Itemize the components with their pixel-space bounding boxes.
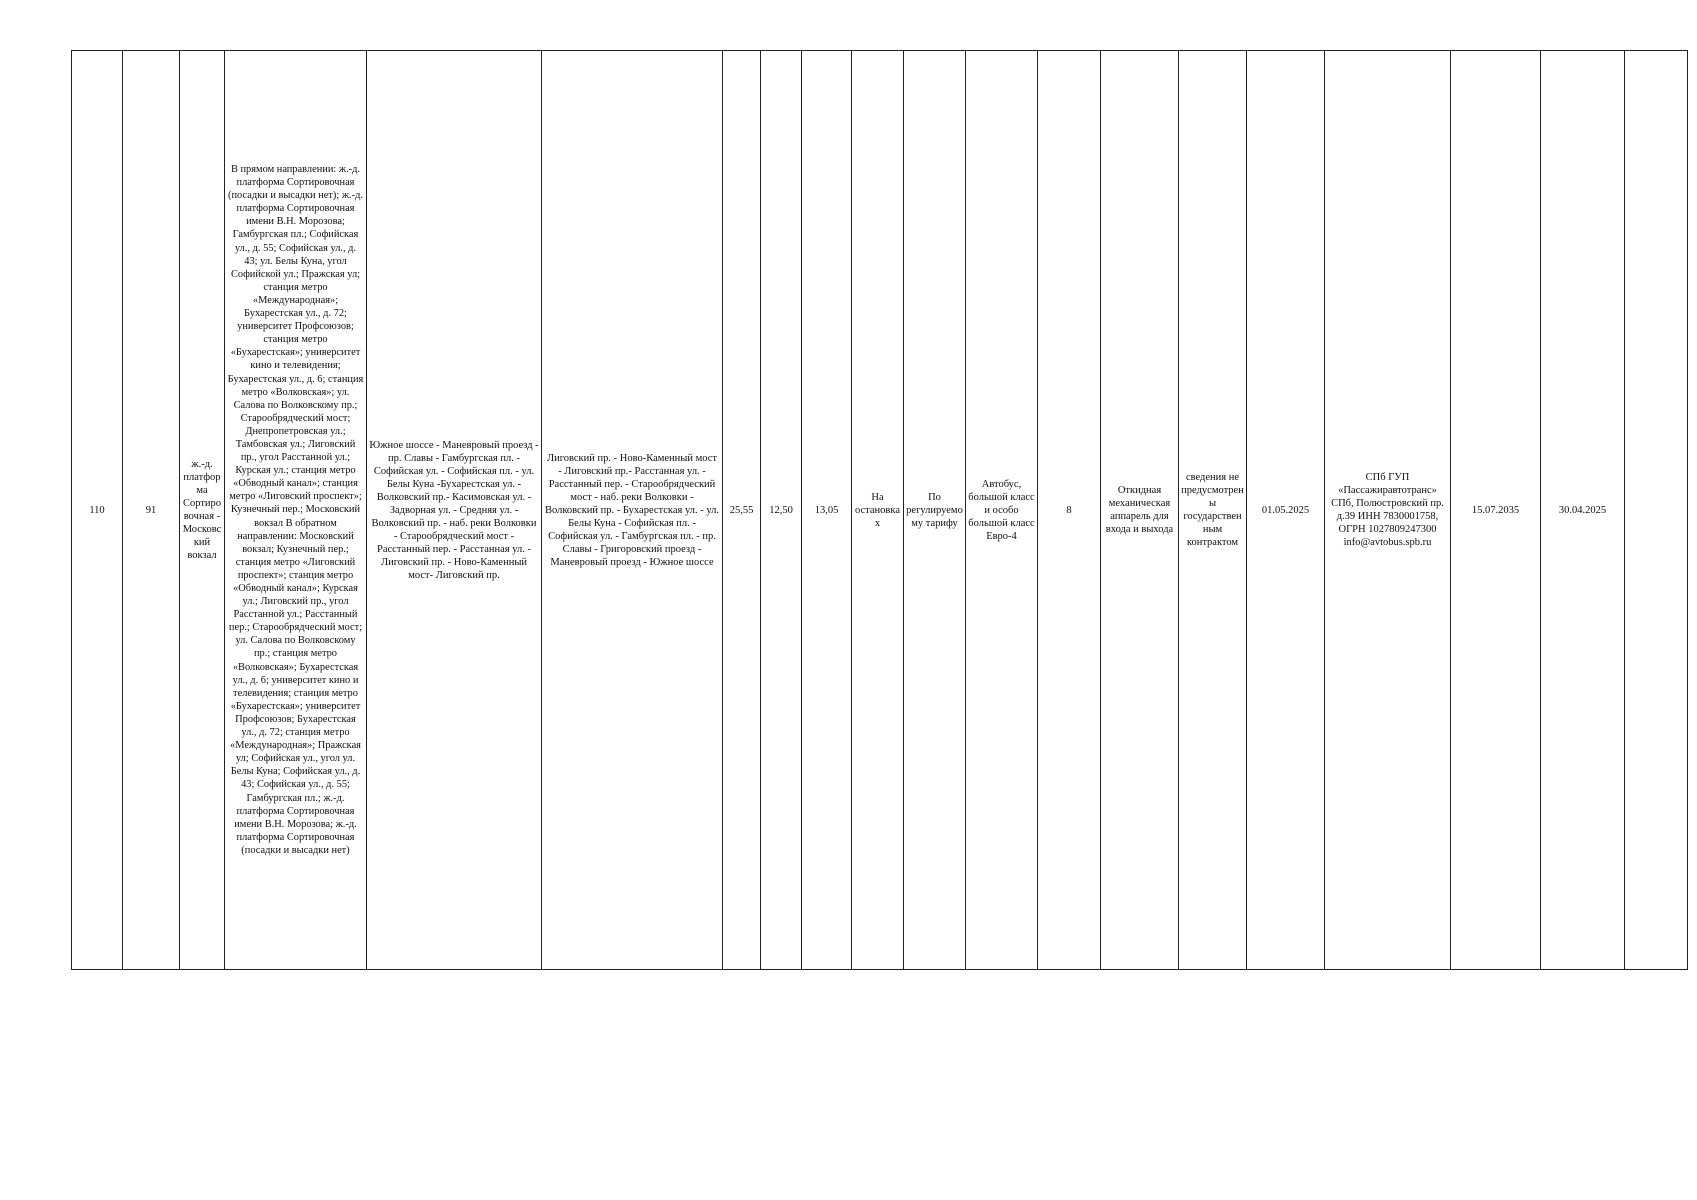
start-date-cell: 01.05.2025 bbox=[1247, 51, 1325, 970]
route-name-cell: ж.-д. платформа Сортировочная - Московский вокзал bbox=[180, 51, 225, 970]
contract-info-cell: сведения не предусмотрены государственным контрактом bbox=[1179, 51, 1247, 970]
vehicle-cell: Автобус, большой класс и особо большой класс Евро-4 bbox=[966, 51, 1038, 970]
tariff-cell: По регулируемому тарифу bbox=[904, 51, 966, 970]
length-forward-cell: 25,55 bbox=[723, 51, 761, 970]
streets-backward-cell: Лиговский пр. - Ново-Каменный мост - Лиговский пр.- Расстанная ул. - Расстанный пер. - Старообрядческий мост - наб. реки Волковки - Волковский пр. - Бухарестская ул. - ул. Белы Куна - Софийская пл. - Софийская ул. - Гамбургская пл. - пр. Славы - Григоровский проезд - Маневровый проезд - Южное шоссе bbox=[542, 51, 723, 970]
table-row bbox=[72, 51, 1688, 970]
vehicle-count-cell: 8 bbox=[1038, 51, 1101, 970]
carrier-cell: СПб ГУП «Пассажиравтотранс» СПб, Полюстровский пр. д.39 ИНН 7830001758, ОГРН 1027809247300 info@avtobus.spb.ru bbox=[1325, 51, 1451, 970]
length-total-cell: 13,05 bbox=[802, 51, 852, 970]
date-last-cell: 30.04.2025 bbox=[1541, 51, 1625, 970]
contract-end-date-cell: 15.07.2035 bbox=[1451, 51, 1541, 970]
boarding-order-cell: На остановках bbox=[852, 51, 904, 970]
route-register-table bbox=[71, 50, 1688, 970]
reg-number-cell: 110 bbox=[72, 51, 123, 970]
empty-cell bbox=[1625, 51, 1688, 970]
route-number-cell: 91 bbox=[123, 51, 180, 970]
streets-forward-cell: Южное шоссе - Маневровый проезд - пр. Славы - Гамбургская пл. - Софийская ул. - Софийская пл. - ул. Белы Куна -Бухарестская ул. - Волковский пр.- Касимовская ул. - Задворная ул. - Средняя ул. - Волковский пр. - наб. реки Волковки - Старообрядческий мост - Расстанный пер. - Расстанная ул. - Лиговский пр. - Ново-Каменный мост- Лиговский пр. bbox=[367, 51, 542, 970]
stops-cell: В прямом направлении: ж.-д. платформа Сортировочная (посадки и высадки нет); ж.-д. платформа Сортировочная имени В.Н. Морозова; Гамбургская пл.; Софийская ул., д. 55; Софийская ул., д. 43; ул. Белы Куна, угол Софийской ул.; Пражская ул; станция метро «Международная»; Бухарестская ул., д. 72; университет Профсоюзов; станция метро «Бухарестская»; университет кино и телевидения; Бухарестская ул., д. 6; станция метро «Волковская»; ул. Салова по Волковскому пр.; Старообрядческий мост; Днепропетровская ул.; Тамбовская ул.; Лиговский пр., угол Расстанной ул.; Курская ул.; станция метро «Обводный канал»; станция метро «Лиговский проспект»; Кузнечный пер.; Московский вокзал В обратном направлении: Московский вокзал; Кузнечный пер.; станция метро «Лиговский проспект»; станция метро «Обводный канал»; Курская ул.; Лиговский пр., угол Расстанной ул.; Расстанный пер.; Старообрядческий мост; ул. Салова по Волковскому пр.; станция метро «Волковская»; Бухарестская ул., д. 6; университет кино и телевидения; станция метро «Бухарестская»; университет Профсоюзов; Бухарестская ул., д. 72; станция метро «Международная»; Пражская ул; Софийская ул., угол ул. Белы Куна; Софийская ул., д. 43; Софийская ул., д. 55; Гамбургская пл.; ж.-д. платформа Сортировочная имени В.Н. Морозова; ж.-д. платформа Сортировочная (посадки и высадки нет) bbox=[225, 51, 367, 970]
length-backward-cell: 12,50 bbox=[761, 51, 802, 970]
vehicle-features-cell: Откидная механическая аппарель для входа и выхода bbox=[1101, 51, 1179, 970]
